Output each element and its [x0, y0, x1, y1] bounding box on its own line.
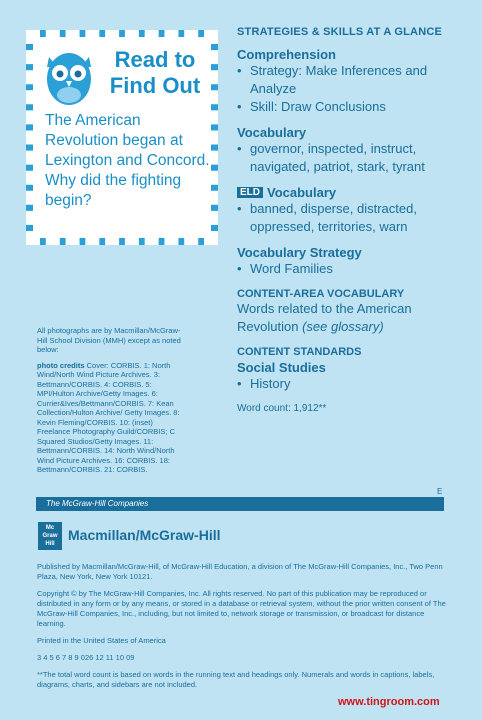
copyright: Copyright © by The McGraw-Hill Companies, Inc. All rights reserved. No part of this publication may be reproduced or distributed in any form or by any means, or stored in a database or retrieval system, without the prior written consent of The McGraw-Hill Companies, Inc., including, but not limited to, network storage or transmission, or broadcast for distance learning.	[37, 589, 446, 628]
list-item: • Skill: Draw Conclusions	[237, 98, 472, 116]
publisher-band: The McGraw-Hill Companies	[36, 497, 444, 511]
eld-vocabulary-list	[237, 200, 472, 236]
list-item: • governor, inspected, instruct, navigated, patriot, stark, tyrant	[237, 140, 472, 176]
list-item: • banned, disperse, distracted, oppressed, territories, warn	[237, 200, 472, 236]
comprehension-heading: Comprehension	[237, 47, 336, 62]
vocab-strategy-heading: Vocabulary Strategy	[237, 245, 362, 260]
vocab-strategy-list	[237, 260, 472, 278]
focus-question: The American Revolution began at Lexington and Concord. Why did the fighting begin?	[45, 112, 210, 209]
content-area-heading: CONTENT-AREA VOCABULARY	[237, 288, 405, 300]
vocabulary-heading: Vocabulary	[237, 125, 307, 140]
edition-mark: E	[437, 487, 443, 496]
printed-in: Printed in the United States of America	[37, 636, 166, 645]
strategies-panel	[237, 26, 472, 414]
title-line-1: Read to	[114, 47, 196, 72]
standards-list	[237, 375, 472, 393]
owl-icon	[43, 45, 95, 109]
credits-text: Cover: CORBIS. 1: North Wind/North Wind Picture Archives. 3: Bettmann/CORBIS. 4: CORBIS. 5: MPI/Hulton Archive/Getty Images. 6: Currier&Ives/Bettmann/CORBIS. 7: Kean Collection/Hulton Archive/ Getty Images. 8: Kevin Fleming/CORBIS. 10: (inset) Freelance Photography Guild/CORBIS; C Squared Studios/Getty Images. 11: Bettmann/CORBIS. 14: North Wind/North Wind Picture Archives. 16: CORBIS. 18: Bettmann/CORBIS. 21: CORBIS.	[37, 360, 180, 474]
publisher-name: Macmillan/McGraw-Hill	[68, 527, 221, 543]
content-area-text	[237, 300, 472, 336]
comprehension-list	[237, 62, 472, 116]
watermark: www.tingroom.com	[338, 696, 440, 708]
credits-label: photo credits	[37, 360, 85, 370]
glance-heading: STRATEGIES & SKILLS AT A GLANCE	[237, 26, 443, 38]
content-area-glossary: (see glossary)	[302, 319, 384, 334]
published-by: Published by Macmillan/McGraw-Hill, of McGraw-Hill Education, a division of The McGraw-Hill Companies, Inc., Two Penn Plaza, New York, New York 10121.	[37, 562, 443, 581]
read-to-find-out-box	[26, 30, 218, 245]
list-item: • Word Families	[237, 260, 472, 278]
eld-vocabulary-title: Vocabulary	[267, 185, 337, 200]
content-area-words: Words related to the American Revolution	[237, 301, 412, 334]
mcgraw-hill-logo: Mc Graw Hill	[38, 522, 62, 550]
title-line-2: Find Out	[109, 73, 201, 98]
social-studies-heading: Social Studies	[237, 360, 326, 375]
credits-intro: All photographs are by Macmillan/McGraw-Hill School Division (MMH) except as noted below:	[37, 326, 181, 354]
content-standards-heading: CONTENT STANDARDS	[237, 346, 362, 358]
print-numbers: 3 4 5 6 7 8 9 026 12 11 10 09	[37, 653, 135, 662]
list-item: • History	[237, 375, 472, 393]
read-to-find-out-title	[95, 47, 215, 99]
vocabulary-list	[237, 140, 472, 176]
photo-credits	[37, 326, 187, 481]
word-count: Word count: 1,912**	[237, 403, 327, 414]
credits-body	[37, 361, 187, 475]
legal-text	[37, 562, 447, 697]
eld-vocabulary-heading	[237, 185, 472, 200]
list-item: • Strategy: Make Inferences and Analyze	[237, 62, 472, 98]
word-count-note: **The total word count is based on words in the running text and headings only. Numerals and words in captions, labels, diagrams, charts, and sidebars are not included.	[37, 670, 435, 689]
eld-badge: ELD	[237, 187, 263, 198]
